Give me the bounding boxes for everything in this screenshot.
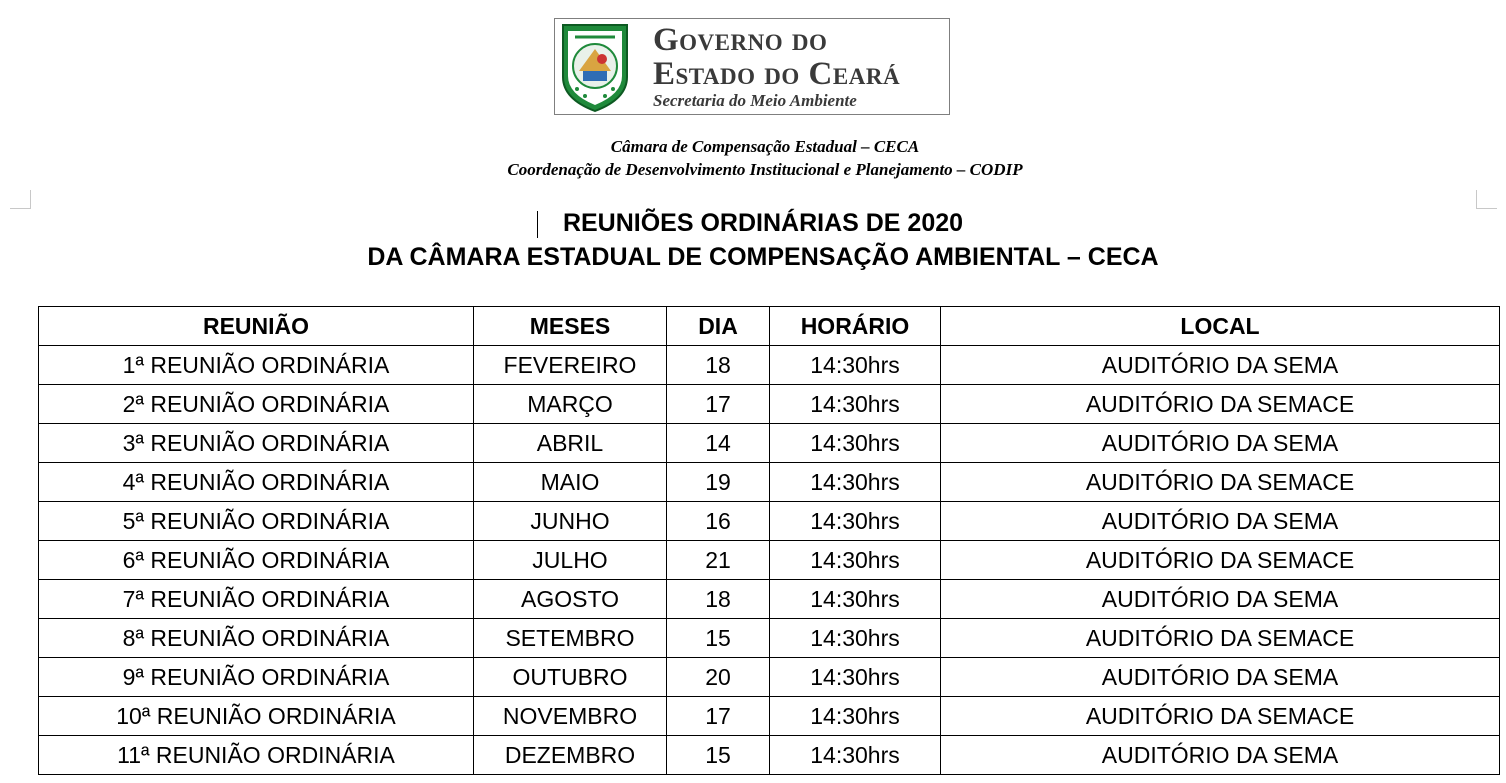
table-row bbox=[39, 463, 1500, 502]
cell-dia[interactable]: 16 bbox=[667, 502, 770, 541]
cell-dia[interactable]: 21 bbox=[667, 541, 770, 580]
cell-reuniao[interactable]: 11ª REUNIÃO ORDINÁRIA bbox=[39, 736, 474, 775]
cell-dia[interactable]: 15 bbox=[667, 619, 770, 658]
page-margin-mark-left bbox=[10, 190, 31, 209]
cell-horario[interactable]: 14:30hrs bbox=[770, 502, 941, 541]
cell-mes[interactable]: JUNHO bbox=[474, 502, 667, 541]
cell-reuniao[interactable]: 4ª REUNIÃO ORDINÁRIA bbox=[39, 463, 474, 502]
cell-mes[interactable]: MARÇO bbox=[474, 385, 667, 424]
logo-line-governo: Governo do bbox=[653, 22, 828, 58]
cell-reuniao[interactable]: 5ª REUNIÃO ORDINÁRIA bbox=[39, 502, 474, 541]
cell-local[interactable]: AUDITÓRIO DA SEMACE bbox=[941, 463, 1500, 502]
table-row bbox=[39, 541, 1500, 580]
logo-line-estado: Estado do Ceará bbox=[653, 56, 901, 92]
cell-dia[interactable]: 18 bbox=[667, 580, 770, 619]
header-horario[interactable]: HORÁRIO bbox=[770, 307, 941, 346]
cell-horario[interactable]: 14:30hrs bbox=[770, 424, 941, 463]
government-logo bbox=[554, 18, 950, 115]
page-margin-mark-right bbox=[1476, 190, 1497, 209]
cell-horario[interactable]: 14:30hrs bbox=[770, 658, 941, 697]
meetings-schedule-table bbox=[38, 306, 1500, 775]
table-header-row bbox=[39, 307, 1500, 346]
header-dia[interactable]: DIA bbox=[667, 307, 770, 346]
table-row bbox=[39, 697, 1500, 736]
cell-dia[interactable]: 20 bbox=[667, 658, 770, 697]
cell-reuniao[interactable]: 6ª REUNIÃO ORDINÁRIA bbox=[39, 541, 474, 580]
cell-dia[interactable]: 15 bbox=[667, 736, 770, 775]
cell-local[interactable]: AUDITÓRIO DA SEMA bbox=[941, 502, 1500, 541]
table-row bbox=[39, 619, 1500, 658]
cell-mes[interactable]: FEVEREIRO bbox=[474, 346, 667, 385]
cell-mes[interactable]: NOVEMBRO bbox=[474, 697, 667, 736]
cell-reuniao[interactable]: 10ª REUNIÃO ORDINÁRIA bbox=[39, 697, 474, 736]
table-row bbox=[39, 580, 1500, 619]
cell-reuniao[interactable]: 1ª REUNIÃO ORDINÁRIA bbox=[39, 346, 474, 385]
cell-mes[interactable]: SETEMBRO bbox=[474, 619, 667, 658]
cell-dia[interactable]: 17 bbox=[667, 385, 770, 424]
ceara-coat-of-arms-icon bbox=[555, 19, 635, 114]
table-row bbox=[39, 658, 1500, 697]
cell-mes[interactable]: ABRIL bbox=[474, 424, 667, 463]
cell-horario[interactable]: 14:30hrs bbox=[770, 619, 941, 658]
cell-local[interactable]: AUDITÓRIO DA SEMACE bbox=[941, 697, 1500, 736]
cell-reuniao[interactable]: 7ª REUNIÃO ORDINÁRIA bbox=[39, 580, 474, 619]
cell-local[interactable]: AUDITÓRIO DA SEMA bbox=[941, 424, 1500, 463]
cell-horario[interactable]: 14:30hrs bbox=[770, 697, 941, 736]
cell-reuniao[interactable]: 8ª REUNIÃO ORDINÁRIA bbox=[39, 619, 474, 658]
cell-horario[interactable]: 14:30hrs bbox=[770, 463, 941, 502]
document-title[interactable]: REUNIÕES ORDINÁRIAS DE 2020 bbox=[562, 209, 964, 237]
cell-local[interactable]: AUDITÓRIO DA SEMA bbox=[941, 580, 1500, 619]
cell-horario[interactable]: 14:30hrs bbox=[770, 385, 941, 424]
table-body bbox=[39, 346, 1500, 775]
logo-wordmark bbox=[653, 23, 949, 111]
cell-local[interactable]: AUDITÓRIO DA SEMA bbox=[941, 346, 1500, 385]
cell-mes[interactable]: AGOSTO bbox=[474, 580, 667, 619]
header-local[interactable]: LOCAL bbox=[941, 307, 1500, 346]
subtitle-codip: Coordenação de Desenvolvimento Institucional e Planejamento – CODIP bbox=[507, 160, 1023, 179]
table-row bbox=[39, 424, 1500, 463]
cell-mes[interactable]: JULHO bbox=[474, 541, 667, 580]
cell-local[interactable]: AUDITÓRIO DA SEMACE bbox=[941, 541, 1500, 580]
cell-local[interactable]: AUDITÓRIO DA SEMA bbox=[941, 658, 1500, 697]
table-row bbox=[39, 736, 1500, 775]
logo-line-secretaria: Secretaria do Meio Ambiente bbox=[653, 91, 857, 110]
subtitle-ceca: Câmara de Compensação Estadual – CECA bbox=[610, 137, 920, 156]
cell-dia[interactable]: 18 bbox=[667, 346, 770, 385]
cell-mes[interactable]: MAIO bbox=[474, 463, 667, 502]
cell-mes[interactable]: OUTUBRO bbox=[474, 658, 667, 697]
cell-reuniao[interactable]: 3ª REUNIÃO ORDINÁRIA bbox=[39, 424, 474, 463]
table-row bbox=[39, 346, 1500, 385]
cell-horario[interactable]: 14:30hrs bbox=[770, 541, 941, 580]
table-row bbox=[39, 385, 1500, 424]
cell-dia[interactable]: 17 bbox=[667, 697, 770, 736]
cell-horario[interactable]: 14:30hrs bbox=[770, 346, 941, 385]
cell-dia[interactable]: 14 bbox=[667, 424, 770, 463]
cell-horario[interactable]: 14:30hrs bbox=[770, 736, 941, 775]
cell-mes[interactable]: DEZEMBRO bbox=[474, 736, 667, 775]
cell-local[interactable]: AUDITÓRIO DA SEMACE bbox=[941, 385, 1500, 424]
cell-local[interactable]: AUDITÓRIO DA SEMACE bbox=[941, 619, 1500, 658]
cell-horario[interactable]: 14:30hrs bbox=[770, 580, 941, 619]
cell-dia[interactable]: 19 bbox=[667, 463, 770, 502]
document-subtitle[interactable]: DA CÂMARA ESTADUAL DE COMPENSAÇÃO AMBIENTAL – CECA bbox=[367, 243, 1159, 271]
cell-reuniao[interactable]: 9ª REUNIÃO ORDINÁRIA bbox=[39, 658, 474, 697]
cell-reuniao[interactable]: 2ª REUNIÃO ORDINÁRIA bbox=[39, 385, 474, 424]
header-reuniao[interactable]: REUNIÃO bbox=[39, 307, 474, 346]
cell-local[interactable]: AUDITÓRIO DA SEMA bbox=[941, 736, 1500, 775]
table-row bbox=[39, 502, 1500, 541]
header-meses[interactable]: MESES bbox=[474, 307, 667, 346]
